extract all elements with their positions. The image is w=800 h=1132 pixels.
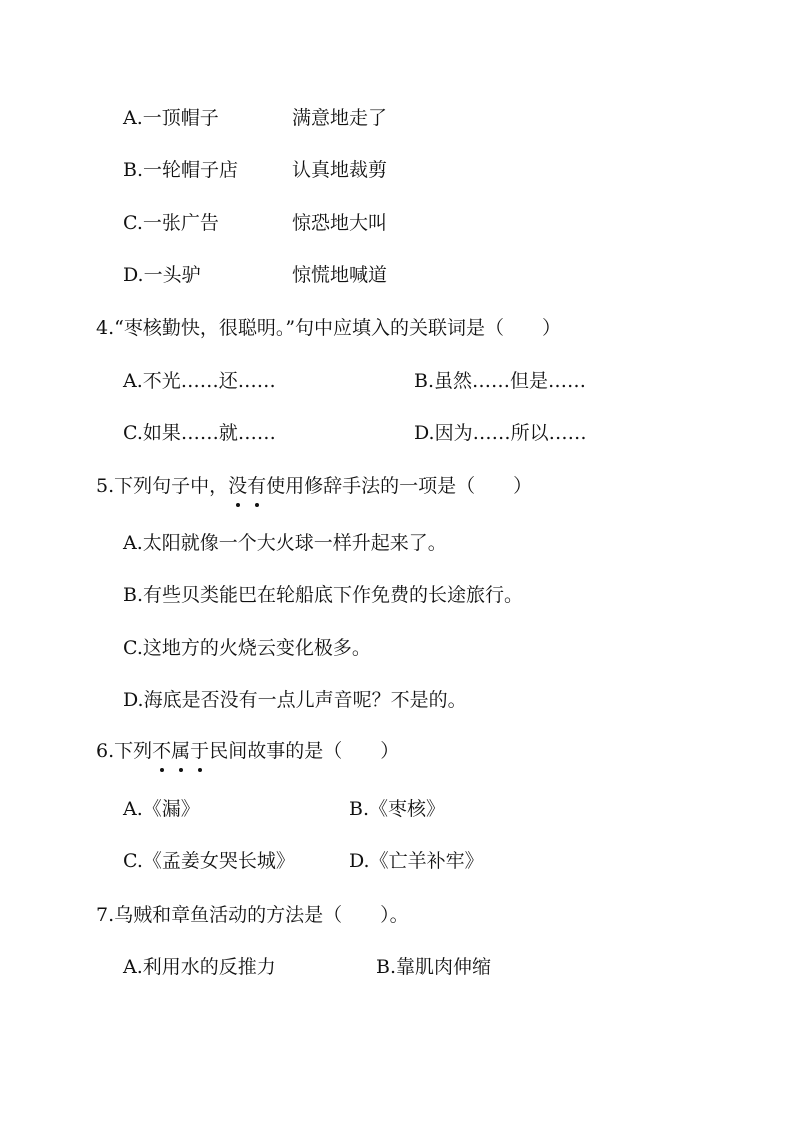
q5-stem-prefix: 5.下列句子中， — [96, 475, 229, 497]
q4-option-b: B.虽然……但是…… — [414, 370, 587, 392]
q3-option-c-right: 惊恐地大叫 — [292, 212, 388, 234]
q6-option-b: B.《枣核》 — [349, 798, 446, 820]
q6-stem-suffix: 民间故事的是（ ） — [209, 740, 400, 762]
q7-option-a: A.利用水的反推力 — [123, 956, 276, 978]
q5-option-c: C.这地方的火烧云变化极多。 — [123, 637, 371, 659]
q3-option-a-right: 满意地走了 — [292, 107, 388, 129]
q6-emphasis-char-3: 于 — [190, 740, 210, 762]
q3-option-b-left: B.一轮帽子店 — [123, 159, 239, 181]
q6-stem-prefix: 6.下列 — [96, 740, 153, 762]
q4-stem: 4.“枣核勤快，很聪明。”句中应填入的关联词是（ ） — [96, 317, 562, 339]
q6-emphasis-char-1: 不 — [152, 740, 172, 762]
q5-stem — [96, 474, 532, 498]
q6-option-d: D.《亡羊补牢》 — [349, 850, 484, 872]
q4-option-c: C.如果……就…… — [123, 422, 276, 444]
q6-emphasis-char-2: 属 — [171, 740, 191, 762]
q3-option-b-right: 认真地裁剪 — [292, 159, 388, 181]
q5-option-a: A.太阳就像一个大火球一样升起来了。 — [123, 532, 447, 554]
q6-option-c: C.《孟姜女哭长城》 — [123, 850, 295, 872]
q3-option-a-left: A.一顶帽子 — [123, 107, 219, 129]
q7-option-b: B.靠肌肉伸缩 — [376, 956, 492, 978]
q5-emphasis-char-2: 有 — [247, 475, 267, 497]
q5-stem-suffix: 使用修辞手法的一项是（ ） — [266, 475, 533, 497]
q4-option-d: D.因为……所以…… — [414, 422, 587, 444]
q5-emphasis-char-1: 没 — [228, 475, 248, 497]
q7-stem: 7.乌贼和章鱼活动的方法是（ ）。 — [96, 904, 409, 926]
q6-stem — [96, 739, 399, 763]
q3-option-d-left: D.一头驴 — [123, 264, 201, 286]
q6-option-a: A.《漏》 — [123, 798, 200, 820]
q4-option-a: A.不光……还…… — [123, 370, 276, 392]
q5-option-d: D.海底是否没有一点儿声音呢？不是的。 — [123, 689, 467, 711]
q3-option-d-right: 惊慌地喊道 — [292, 264, 388, 286]
q3-option-c-left: C.一张广告 — [123, 212, 219, 234]
q5-option-b: B.有些贝类能巴在轮船底下作免费的长途旅行。 — [123, 584, 524, 606]
